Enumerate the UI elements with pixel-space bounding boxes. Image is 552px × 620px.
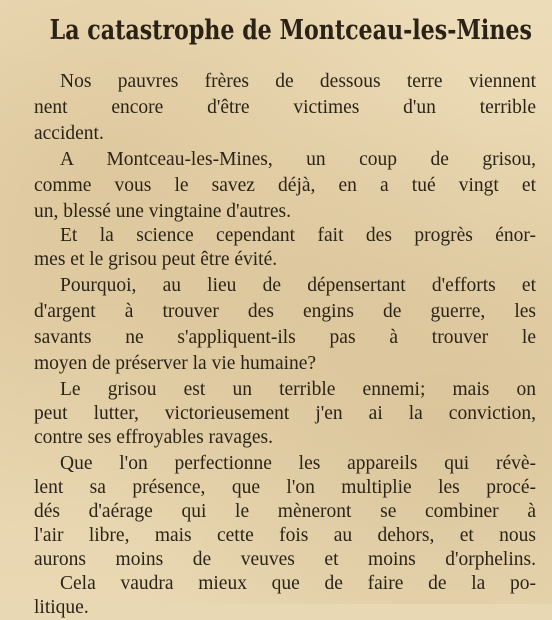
text-line: Pourquoi, au lieu de dépensertant d'efforts et — [60, 275, 536, 296]
text-line: Cela vaudra mieux que de faire de la po- — [60, 573, 536, 594]
text-line: lent sa présence, que l'on multiplie les procé- — [34, 477, 536, 498]
text-line: Nos pauvres frères de dessous terre viennent — [60, 71, 536, 92]
text-line: l'air libre, mais cette fois au dehors, et nous — [34, 525, 536, 546]
text-line: contre ses effroyables ravages. — [34, 427, 273, 448]
text-line: comme vous le savez déjà, en a tué vingt et — [34, 175, 536, 196]
text-line: Que l'on perfectionne les appareils qui révè- — [60, 453, 536, 474]
text-line: Le grisou est un terrible ennemi; mais on — [60, 379, 536, 400]
text-line: nent encore d'être victimes d'un terrible — [34, 97, 536, 118]
text-line: mes et le grisou peut être évité. — [34, 249, 278, 270]
text-line: accident. — [34, 123, 104, 144]
text-line: peut lutter, victorieusement j'en ai la conviction, — [34, 403, 536, 424]
text-line: un, blessé une vingtaine d'autres. — [34, 201, 291, 222]
text-line: dés d'aérage qui le mèneront se combiner à — [34, 501, 536, 522]
text-line: aurons moins de veuves et moins d'orphelins. — [34, 549, 536, 570]
text-line: moyen de préserver la vie humaine? — [34, 353, 317, 374]
text-line: savants ne s'appliquent-ils pas à trouver le — [34, 327, 536, 348]
text-line: A Montceau-les-Mines, un coup de grisou, — [60, 149, 536, 170]
article-title: La catastrophe de Montceau-les-Mines — [49, 15, 532, 46]
text-line: Et la science cependant fait des progrès énor- — [60, 225, 536, 246]
text-line: d'argent à trouver des engins de guerre, les — [34, 301, 536, 322]
text-line: litique. — [34, 597, 89, 618]
